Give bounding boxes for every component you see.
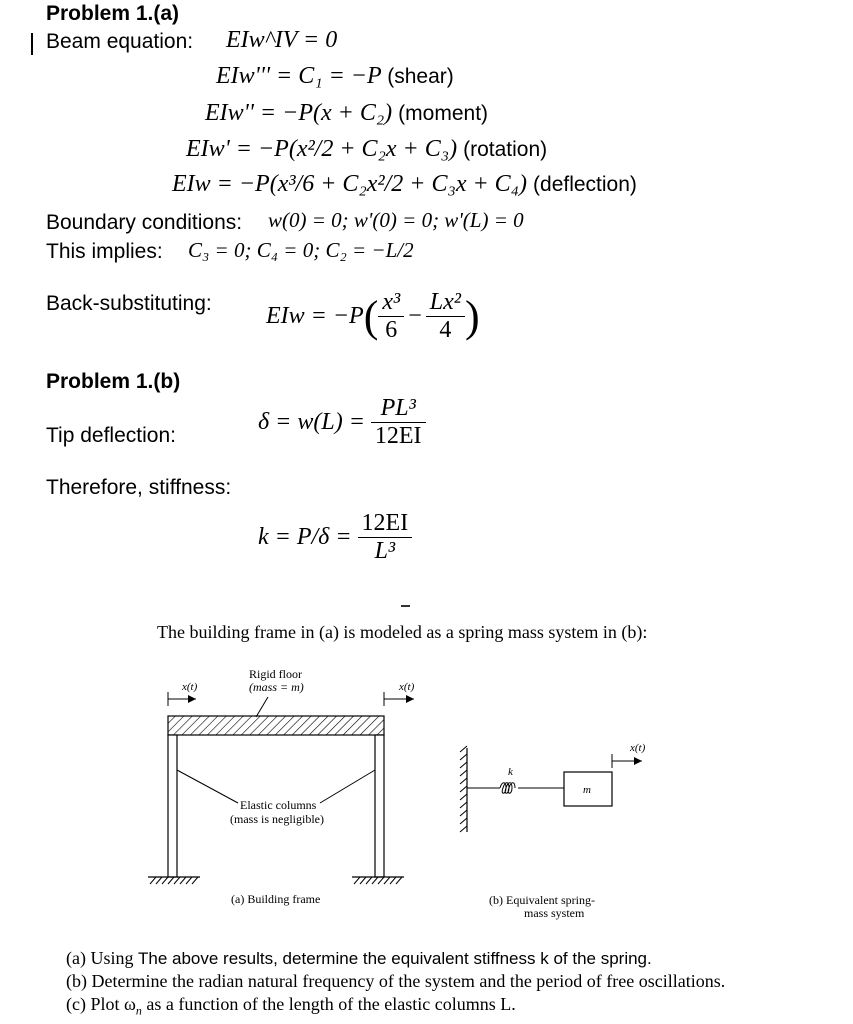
tip-numerator: PL³ [380,395,416,421]
question-a [66,948,652,969]
equation-4 [186,136,547,163]
elastic-pointer-right [320,770,375,803]
equation-3-note: (moment) [398,102,489,125]
stiffness-label: Therefore, stiffness: [46,476,232,499]
right-column [375,735,384,877]
xt-label-mass: x(t) [630,742,646,754]
beam-equation-label: Beam equation: [46,30,194,53]
implies-equation: C₃ = 0; C₄ = 0; C₂ = −L/2 [188,238,414,262]
xt-label-left: x(t) [182,681,198,693]
stiff-eq-prefix: k = P/δ = [258,524,352,550]
back-minus: − [408,303,422,329]
question-c-prefix: (c) Plot ω [66,994,136,1014]
stiffness-fraction [358,510,413,565]
stiffness-equation [258,510,412,565]
caption-spring-mass-2: mass system [524,906,585,920]
question-a-rest: The above results, determine the equivalent stiffness k of the spring. [137,949,652,968]
question-c [66,994,516,1019]
figure-intro: The building frame in (a) is modeled as a spring mass system in (b): [157,622,648,642]
equation-1: EIw^IV = 0 [226,27,338,53]
back-eq-prefix: EIw = −P [266,303,364,329]
stray-mark [401,605,410,607]
implies-label: This implies: [46,240,163,263]
back-substituted-equation [266,289,480,344]
stiffness-denominator: L³ [358,537,413,565]
open-paren: ( [363,292,379,341]
equation-2-note: (shear) [387,65,454,88]
xt-label-right: x(t) [399,681,415,693]
equation-4-body: EIw' = −P(x²/2 + C₂x + C₃) [186,136,458,162]
boundary-conditions-equation: w(0) = 0; w'(0) = 0; w'(L) = 0 [268,208,524,232]
rigid-floor-mass-label: (mass = m) [249,680,304,694]
mass-m-label: m [583,784,591,796]
xt-arrow-mass [612,754,642,768]
tip-deflection-label: Tip deflection: [46,424,176,447]
close-paren: ) [464,292,480,341]
xt-arrow-left [168,692,196,706]
equation-2 [216,63,454,90]
fraction-x3-denominator: 6 [378,316,404,344]
problem-a-heading: Problem 1.(a) [46,2,180,25]
question-a-prefix: (a) Using [66,948,134,968]
spring-k-label: k [508,766,513,778]
fraction-lx2-denominator: 4 [426,316,465,344]
left-column [168,735,177,877]
equation-5-body: EIw = −P(x³/6 + C₂x²/2 + C₃x + C₄) [172,171,528,197]
elastic-pointer-left [177,770,238,803]
rigid-floor-beam [168,716,384,735]
wall [460,746,467,832]
text-cursor [31,33,33,55]
tip-fraction [371,395,426,450]
equation-4-note: (rotation) [463,138,548,161]
fraction-x3-6 [378,289,404,344]
tip-eq-prefix: δ = w(L) = [258,409,365,435]
stiffness-numerator: 12EI [361,510,409,536]
elastic-columns-label: Elastic columns [240,798,317,812]
tip-denominator: 12EI [371,422,426,450]
boundary-conditions-label: Boundary conditions: [46,211,243,234]
problem-b-heading: Problem 1.(b) [46,370,181,393]
building-frame-figure [0,650,853,930]
question-c-rest: as a function of the length of the elastic columns L. [146,994,516,1014]
fraction-lx2-numerator: Lx² [429,289,461,315]
question-b: (b) Determine the radian natural frequency of the system and the period of free oscillations. [66,971,726,991]
right-ground [352,877,404,884]
equation-3-body: EIw'' = −P(x + C₂) [205,100,393,126]
equation-3 [205,100,488,127]
equation-5-note: (deflection) [533,173,637,196]
fraction-x3-numerator: x³ [382,289,401,315]
caption-building-frame: (a) Building frame [231,892,321,906]
equation-5 [172,171,637,198]
fraction-lx2-4 [426,289,465,344]
elastic-columns-mass-label: (mass is negligible) [230,812,324,826]
question-c-sub: n [135,1003,142,1018]
rigid-floor-label: Rigid floor [249,667,302,681]
rigid-floor-pointer [256,697,268,717]
caption-spring-mass-1: (b) Equivalent spring- [489,893,595,907]
xt-arrow-right [384,692,414,706]
equation-2-body: EIw''' = C₁ = −P [216,63,382,89]
back-substituting-label: Back-substituting: [46,292,212,315]
left-ground [148,877,200,884]
spring [467,783,564,794]
tip-deflection-equation [258,395,426,450]
